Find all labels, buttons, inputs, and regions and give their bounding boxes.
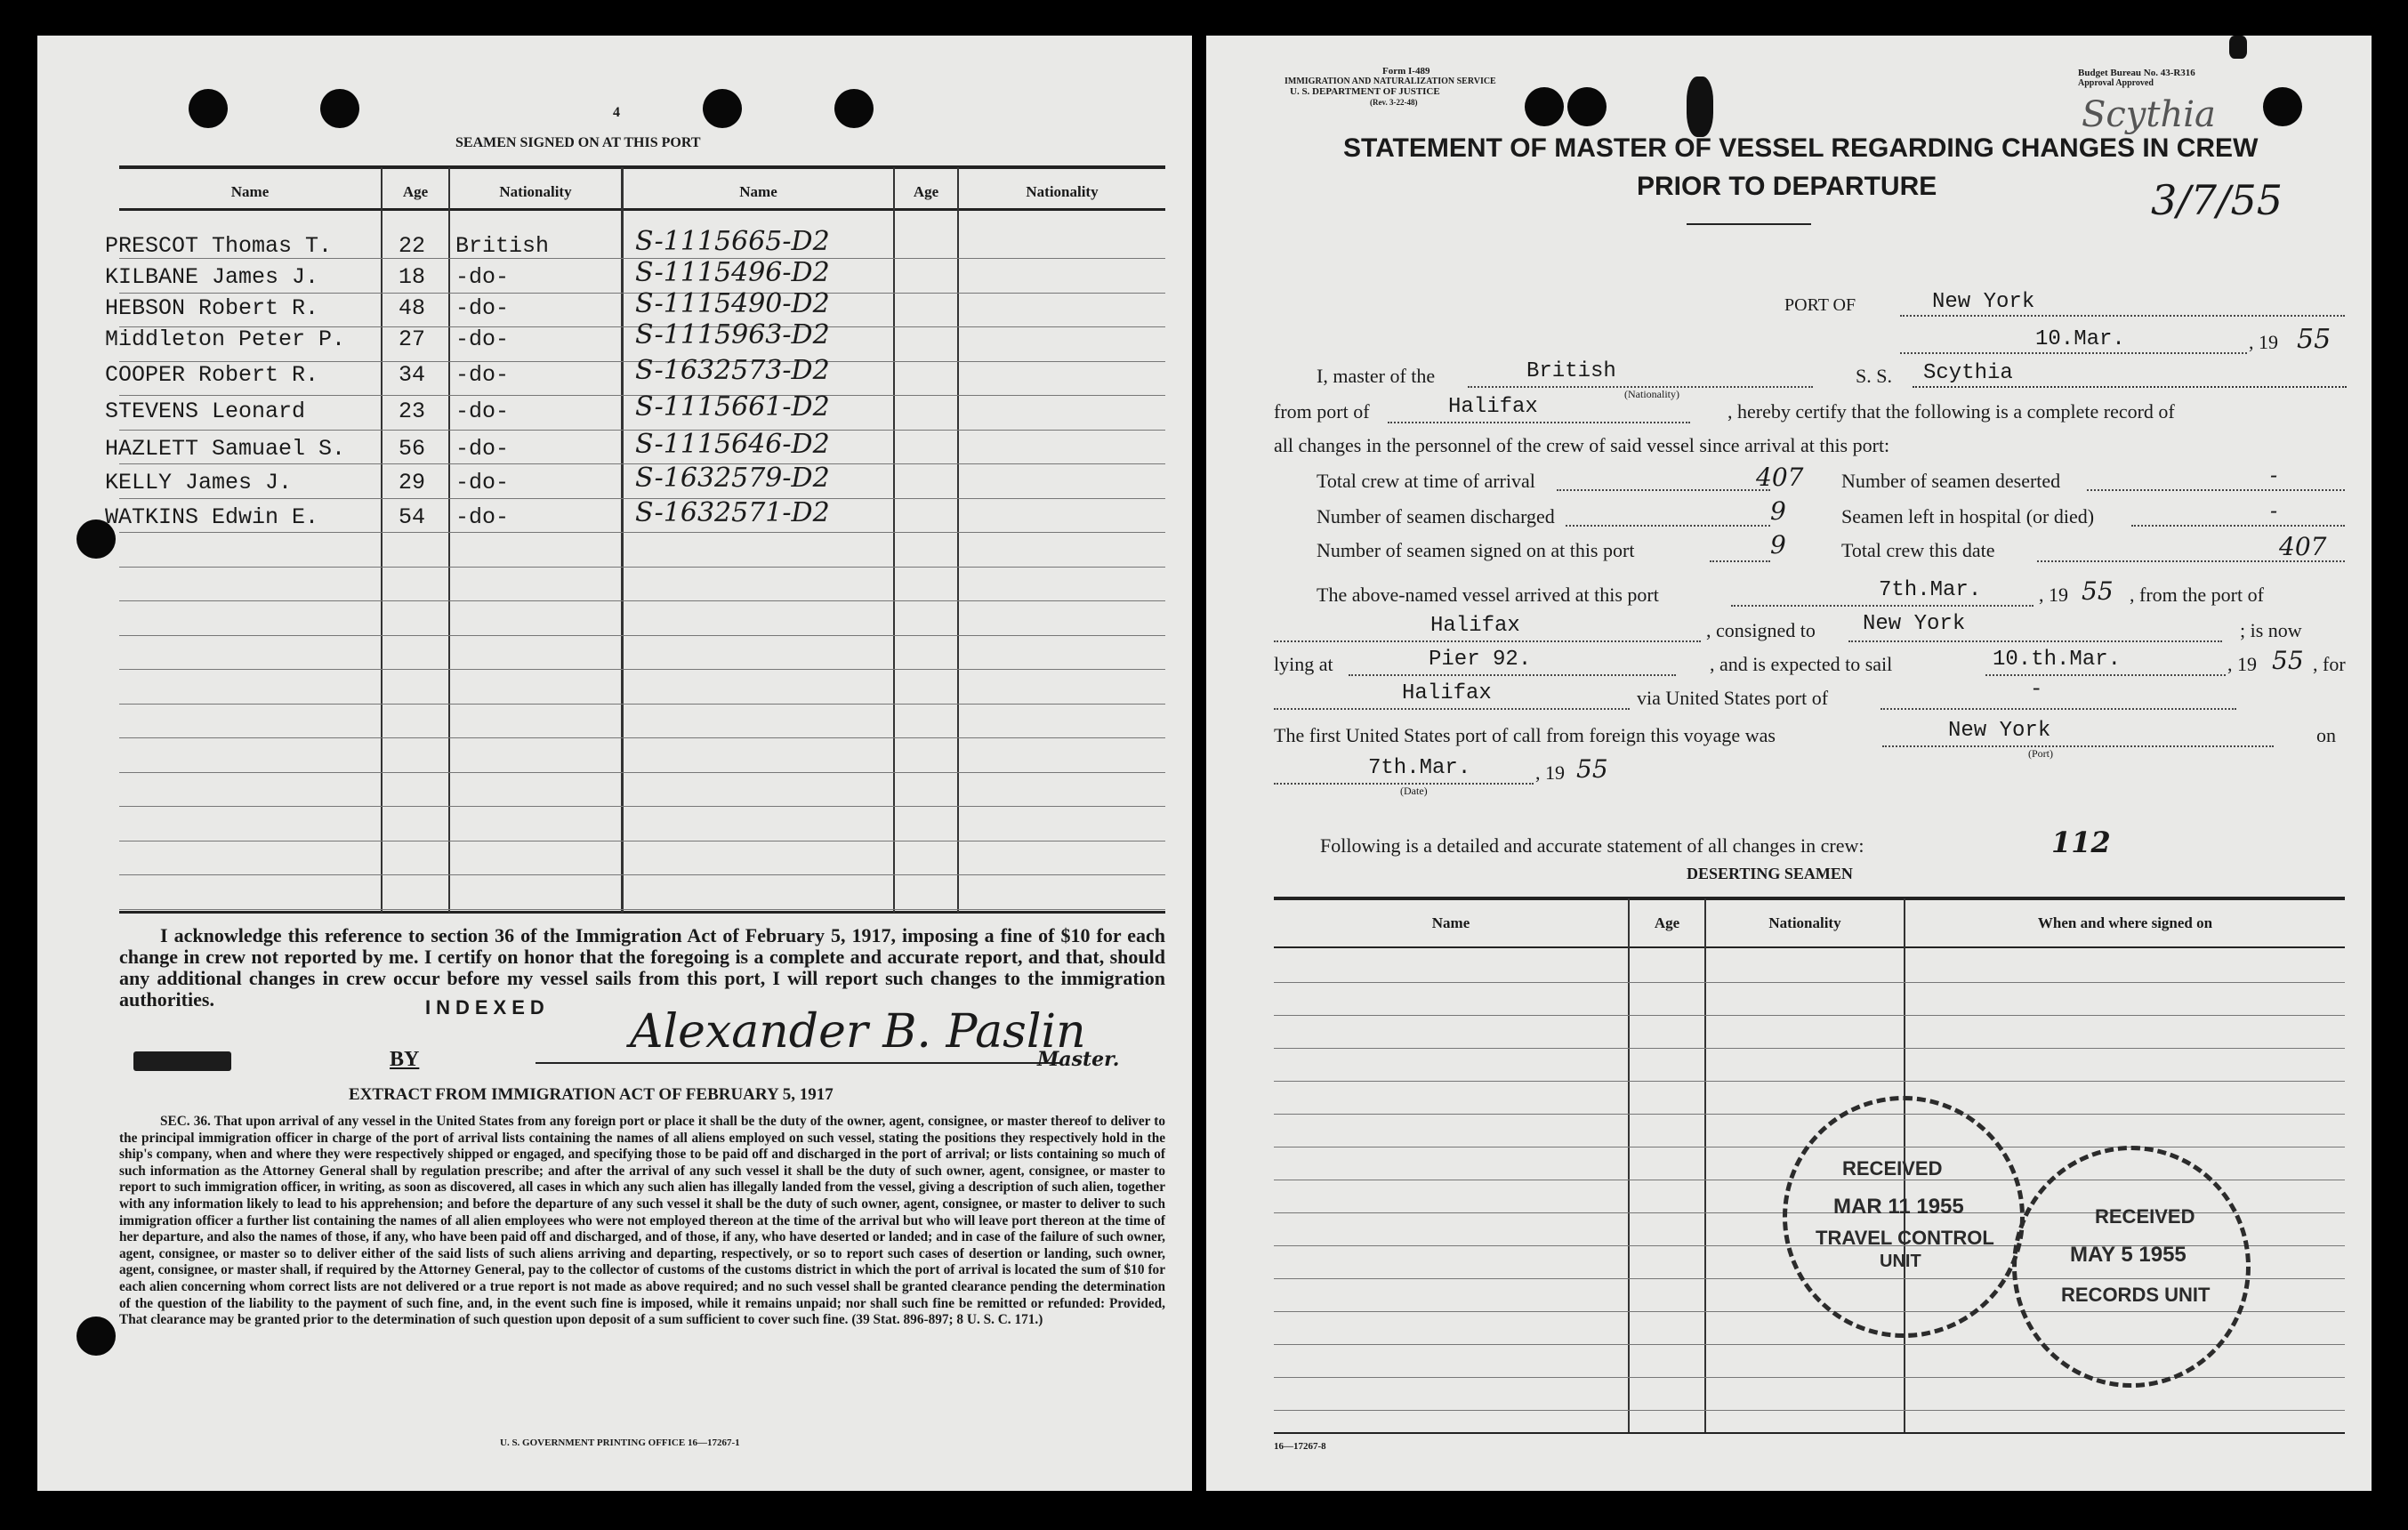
seaman-name: KILBANE James J. [105,264,319,290]
port-of-line [1900,315,2345,317]
seaman-age: 29 [399,470,426,495]
column-divider [448,167,450,913]
column-header-nationality: Nationality [1026,183,1099,200]
first-port-label: The first United States port of call from foreign this voyage was [1274,724,1776,746]
seaman-name: WATKINS Edwin E. [105,504,319,530]
seaman-name: KELLY James J. [105,470,293,495]
seaman-name: HAZLETT Samuael S. [105,436,346,462]
total-crew-arrival-line [1557,489,1770,491]
for-label: , for [2313,653,2346,675]
port-caption: (Port) [2028,747,2053,760]
column-header-name: Name [739,183,777,200]
title-rule [1687,223,1811,225]
column-divider [381,167,383,913]
hospital-label: Seamen left in hospital (or died) [1841,505,2095,527]
seaman-nationality: -do- [455,470,510,495]
seaman-nationality: -do- [455,362,510,388]
seaman-number: S-1115661-D2 [635,391,830,423]
discharged-label: Number of seamen discharged [1317,505,1555,527]
via-line [1880,708,2236,710]
agency-line1: IMMIGRATION AND NATURALIZATION SERVICE [1285,76,1496,86]
from-port-value: Halifax [1448,395,1538,419]
first-port: New York [1948,719,2051,743]
printer-line: U. S. GOVERNMENT PRINTING OFFICE 16—17267-1 [500,1437,740,1448]
seaman-name: COOPER Robert R. [105,362,319,388]
deserting-bottom-rule [1274,1432,2345,1434]
is-now-label: ; is now [2240,619,2302,641]
column-divider [1628,898,1630,1432]
certify-text2: all changes in the personnel of the crew of said vessel since arrival at this port: [1274,434,1890,456]
seaman-number: S-1632579-D2 [635,463,830,494]
table-row-rule [119,567,1165,568]
table-title: SEAMEN SIGNED ON AT THIS PORT [455,135,701,150]
first-port-year-prefix: , 19 [1535,761,1565,784]
seaman-number: S-1115490-D2 [635,288,830,319]
changes-count: 112 [2051,825,2111,859]
seaman-nationality: British [455,233,550,259]
seaman-number: S-1632571-D2 [635,497,830,528]
table-bottom-rule [119,911,1165,914]
arrived-date: 7th.Mar. [1879,578,1982,602]
stamp-unit-text: RECORDS UNIT [2061,1284,2211,1306]
seaman-nationality: -do- [455,295,510,321]
form-number: Form I-489 [1382,66,1430,76]
first-port-year: 55 [1576,754,1608,784]
port-of-label: PORT OF [1784,295,1856,315]
budget-bureau: Budget Bureau No. 43-R316 [2078,68,2195,78]
deserted-line [2087,489,2345,491]
deserted-value: - [2270,463,2278,487]
left-page [37,36,1192,1491]
seaman-nationality: -do- [455,326,510,352]
punch-hole [77,1317,116,1356]
seaman-number: S-1115646-D2 [635,429,830,460]
certify-text: , hereby certify that the following is a complete record of [1727,400,2175,423]
deserting-header-rule [1274,946,2345,948]
table-row-rule [119,532,1165,533]
deserting-row-rule [1274,982,2345,983]
signed-on-line [1710,560,1770,562]
form-revision: (Rev. 3-22-48) [1370,98,1418,107]
discharged-line [1566,525,1770,527]
seaman-name: Middleton Peter P. [105,326,346,352]
deserting-row-rule [1274,1377,2345,1378]
handwritten-ship: Scythia [2082,94,2216,135]
table-row-rule [119,806,1165,807]
total-crew-arrival-label: Total crew at time of arrival [1317,470,1535,492]
table-row-rule [119,772,1165,773]
on-label: on [2316,724,2336,746]
seaman-age: 27 [399,326,426,352]
date-year-prefix: , 19 [2249,331,2278,353]
column-header-nationality: Nationality [499,183,572,200]
nationality-value: British [1526,359,1616,383]
seaman-age: 34 [399,362,426,388]
deserting-row-rule [1274,1081,2345,1082]
signed-on-label: Number of seamen signed on at this port [1317,539,1635,561]
destination: Halifax [1402,681,1492,705]
column-header-age: Age [402,183,429,200]
column-divider [957,167,959,913]
stamp-date-text: MAY 5 1955 [2070,1243,2187,1267]
handwritten-date: 3/7/55 [2151,176,2283,224]
stamp-received-text: RECEIVED [1842,1157,1943,1180]
seaman-number: S-1115496-D2 [635,257,830,288]
punch-hole [1567,87,1607,126]
seaman-nationality: -do- [455,264,510,290]
deserting-row-rule [1274,1015,2345,1016]
extract-text: SEC. 36. That upon arrival of any vessel in the United States from any foreign port or place it shall be the duty of the owner, agent, consignee, or master thereof to deliver to the principal immigration officer in charge of the port of arrival lists containing the names of all aliens employed on such vessel, stating the positions they respectively hold in the ship's company, when and where they were respectively shipped or engaged, and specifying those to be paid off and discharged in the port of arrival; or lists containing so much of such information as the Attorney General shall by regulation prescribe; and after the arrival of any such vessel it shall be the duty of such owner, agent, consignee, or master to report to such immigration officer, in writing, as soon as discovered, all cases in which any such alien has illegally landed from the vessel, giving a description of such alien, together with any information likely to lead to his apprehension; and before the departure of any such vessel it shall be the duty of such owner, agent, consignee, or master to deliver to such immigration officer a further list containing the names of all alien employees who were not employed thereon at the time of the arrival but who will leave port thereon at the time of her departure, and also the names of those, if any, who have been paid off and discharged, and of those, if any, who have deserted or landed; and in case of the failure of such owner, agent, consignee, or master so to deliver either of the said lists of such aliens arriving and departing, respectively, or so to report such cases of desertion or landing, such owner, agent, consignee, or master shall, if required by the Attorney General, pay to the collector of customs of the customs district in which the port of arrival is located the sum of $10 for each alien concerning whom correct lists are not delivered or a true report is not made as above required; and no such vessel shall be granted clearance pending the determination of the question of the liability to the payment of such fine, and, in the event such fine is imposed, while it remains unpaid; nor shall such fine be remitted or refunded: Provided, That clearance may be granted prior to the determination of such question upon deposit of a sum sufficient to cover such fine. (39 Stat. 896-897; 8 U. S. C. 171.) [119,1114,1165,1328]
arrived-date-line [1731,605,2034,607]
ship-name: Scythia [1923,361,2013,385]
right-page [1206,36,2372,1491]
table-row-rule [119,600,1165,601]
seaman-age: 54 [399,504,426,530]
punch-hole [1525,87,1564,126]
footer-code: 16—17267-8 [1274,1441,1326,1452]
sail-date: 10.th.Mar. [1993,648,2122,672]
seaman-number: S-1115665-D2 [635,226,830,257]
received-stamp-records-unit [2012,1146,2251,1388]
acknowledgement-paragraph: I acknowledge this reference to section 36 of the Immigration Act of February 5, 1917, imposing a fine of $10 for each change in crew not reported by me. I certify on honor that the foregoing is a complete and accurate report, and that, should any additional changes in crew occur before my vessel sails from this port, I will report such changes to the immigration authorities. [119,924,1165,1011]
date-line [1900,352,2247,354]
column-divider [621,167,624,913]
consigned-line [1848,640,2222,642]
via-port: - [2030,678,2043,702]
port-of-value: New York [1932,290,2035,314]
total-crew-date: 407 [2279,532,2327,561]
total-crew-arrival: 407 [1756,463,1804,492]
punch-hole [320,89,359,128]
stamp-unit-text: TRAVEL CONTROL [1816,1227,1994,1249]
punch-hole [834,89,874,128]
from-port-line [1388,422,1690,423]
punch-hole [703,89,742,128]
agency-line2: U. S. DEPARTMENT OF JUSTICE [1290,86,1440,97]
ship-name-line [1913,386,2347,388]
indexed-stamp: INDEXED [425,996,550,1019]
nationality-caption: (Nationality) [1624,388,1679,400]
sail-year-prefix: , 19 [2227,653,2257,675]
seaman-nationality: -do- [455,504,510,530]
hospital-value: - [2270,498,2278,523]
destination-line [1274,708,1630,710]
deserting-row-rule [1274,1048,2345,1049]
ink-blot [1687,76,1713,137]
form-subtitle: PRIOR TO DEPARTURE [1637,172,1937,201]
deserting-row-rule [1274,1410,2345,1411]
lying-at-line [1349,674,1676,676]
seaman-age: 48 [399,295,426,321]
punch-hole [189,89,228,128]
arrived-from-line [1274,640,1701,642]
master-label: Master. [1037,1048,1120,1071]
deserting-header-name: Name [1431,914,1470,931]
from-the-port-label: , from the port of [2130,584,2264,606]
table-row-rule [119,841,1165,842]
expected-label: , and is expected to sail [1710,653,1893,675]
seaman-name: HEBSON Robert R. [105,295,319,321]
first-port-line [1882,745,2274,747]
hospital-line [2131,525,2345,527]
deserting-header-when-where: When and where signed on [2037,914,2213,931]
table-row-rule [119,909,1165,910]
page-number: 4 [613,105,620,120]
ss-label: S. S. [1856,365,1892,387]
deserted-label: Number of seamen deserted [1841,470,2061,492]
by-label: BY [390,1048,420,1071]
signature-line [536,1062,1060,1064]
signed-on-value: 9 [1770,530,1786,560]
seaman-number: S-1632573-D2 [635,355,830,386]
seaman-age: 18 [399,264,426,290]
table-row-rule [119,669,1165,670]
budget-approval: Approval Approved [2078,78,2154,88]
first-port-date: 7th.Mar. [1368,756,1471,780]
deserting-title: DESERTING SEAMEN [1687,865,1853,882]
consigned-to: New York [1863,612,1966,636]
master-of-label: I, master of the [1317,365,1436,387]
total-crew-date-label: Total crew this date [1841,539,1995,561]
seaman-number: S-1115963-D2 [635,319,830,350]
sail-year: 55 [2272,646,2304,675]
column-header-age: Age [913,183,939,200]
discharged-value: 9 [1770,496,1786,526]
stamp-received-text: RECEIVED [2095,1205,2195,1228]
lying-at-label: lying at [1274,653,1333,675]
deserting-header-nationality: Nationality [1768,914,1841,931]
following-label: Following is a detailed and accurate statement of all changes in crew: [1320,834,1864,857]
lying-at: Pier 92. [1429,648,1532,672]
column-divider [893,167,895,913]
extract-title: EXTRACT FROM IMMIGRATION ACT OF FEBRUARY 5, 1917 [349,1085,834,1104]
stamp-unit2-text: UNIT [1880,1252,1921,1271]
form-title: STATEMENT OF MASTER OF VESSEL REGARDING CHANGES IN CREW [1343,133,2259,163]
deserting-row-rule [1274,1114,2345,1115]
arrived-label: The above-named vessel arrived at this port [1317,584,1659,606]
via-label: via United States port of [1637,687,1829,709]
seaman-name: STEVENS Leonard [105,399,306,424]
arrived-year: 55 [2082,576,2114,606]
punch-hole [2263,87,2302,126]
deserting-header-age: Age [1654,914,1680,931]
seaman-nationality: -do- [455,399,510,424]
seaman-age: 56 [399,436,426,462]
table-row-rule [119,874,1165,875]
arrived-year-prefix: , 19 [2039,584,2068,606]
date-year: 55 [2297,324,2331,355]
corner-blot [2229,36,2247,59]
column-divider [1704,898,1706,1432]
date-day: 10.Mar. [2035,327,2125,351]
received-stamp-travel-control [1783,1096,2025,1338]
column-header-name: Name [230,183,270,200]
seaman-nationality: -do- [455,436,510,462]
left-margin-stamp [133,1051,231,1071]
seaman-age: 23 [399,399,426,424]
consigned-label: , consigned to [1706,619,1816,641]
signature: Alexander B. Paslin [630,1005,1086,1059]
stamp-date-text: MAR 11 1955 [1833,1195,1964,1219]
table-row-rule [119,635,1165,636]
table-top-rule [119,165,1165,169]
table-row-rule [119,704,1165,705]
seaman-name: PRESCOT Thomas T. [105,233,333,259]
arrived-from: Halifax [1430,614,1520,638]
table-header-rule [119,208,1165,211]
date-caption: (Date) [1400,785,1428,797]
table-row-rule [119,737,1165,738]
seaman-age: 22 [399,233,426,259]
deserting-top-rule [1274,897,2345,900]
sail-date-line [1985,674,2226,676]
from-port-label: from port of [1274,400,1370,423]
